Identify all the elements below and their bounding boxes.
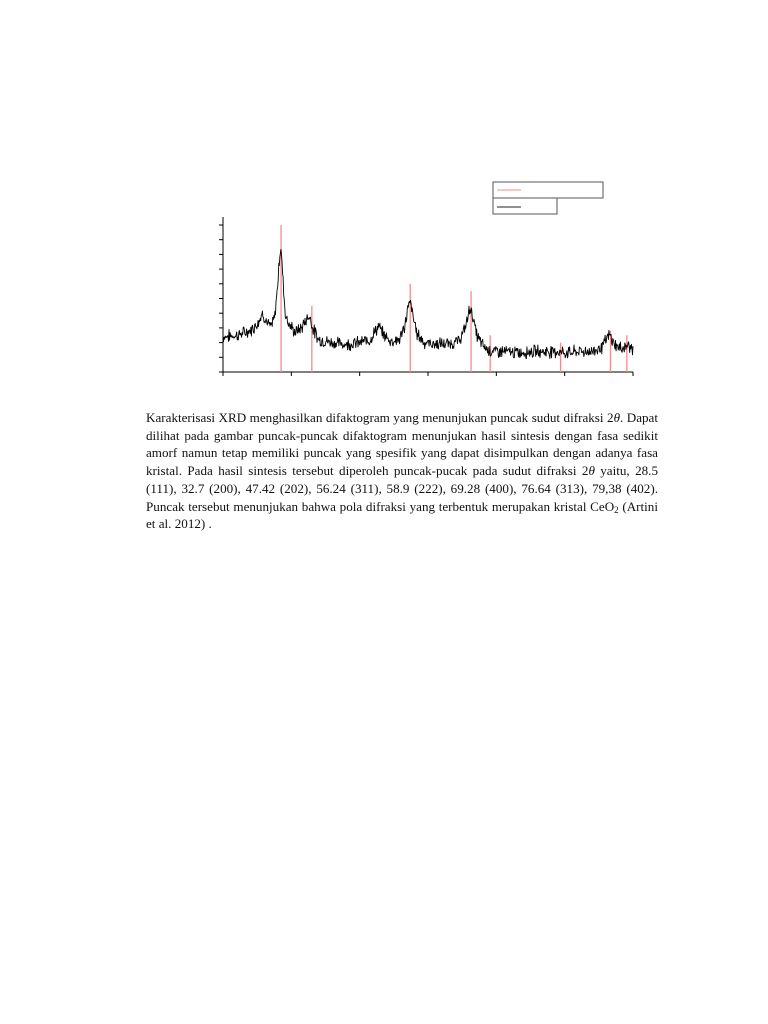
xrd-pattern-line	[223, 249, 633, 358]
body-paragraph	[146, 409, 658, 533]
theta-symbol-1: θ	[613, 410, 620, 425]
paragraph-text-2: . Dapat dilihat pada gambar puncak-puncak difaktogram menunjukan hasil sintesis dengan fasa sedikit amorf namun tetap memiliki puncak yang spesifik yang dapat disimpulkan dengan adanya fasa kristal. Pada hasil sintesis tersebut diperoleh puncak-pucak pada sudut difraksi 2	[146, 410, 659, 479]
chart-axes	[223, 217, 633, 372]
paragraph-text-4: (Artini et al. 2012) .	[146, 498, 658, 532]
xrd-chart	[0, 0, 768, 400]
subscript-2: 2	[614, 504, 619, 515]
theta-symbol-2: θ	[588, 463, 595, 479]
paragraph-text-3: yaitu, 28.5 (111), 32.7 (200), 47.42 (202), 56.24 (311), 58.9 (222), 69.28 (400), 76.64 (313), 79,38 (402). Puncak tersebut menunjukan bahwa pola difraksi yang terbentuk merupakan kristal CeO	[146, 463, 658, 514]
legend-box-2	[493, 198, 557, 214]
chart-legend	[493, 182, 603, 214]
paragraph-text-1: Karakterisasi XRD menghasilkan difaktogram yang menunjukan puncak sudut difraksi 2	[146, 410, 614, 425]
